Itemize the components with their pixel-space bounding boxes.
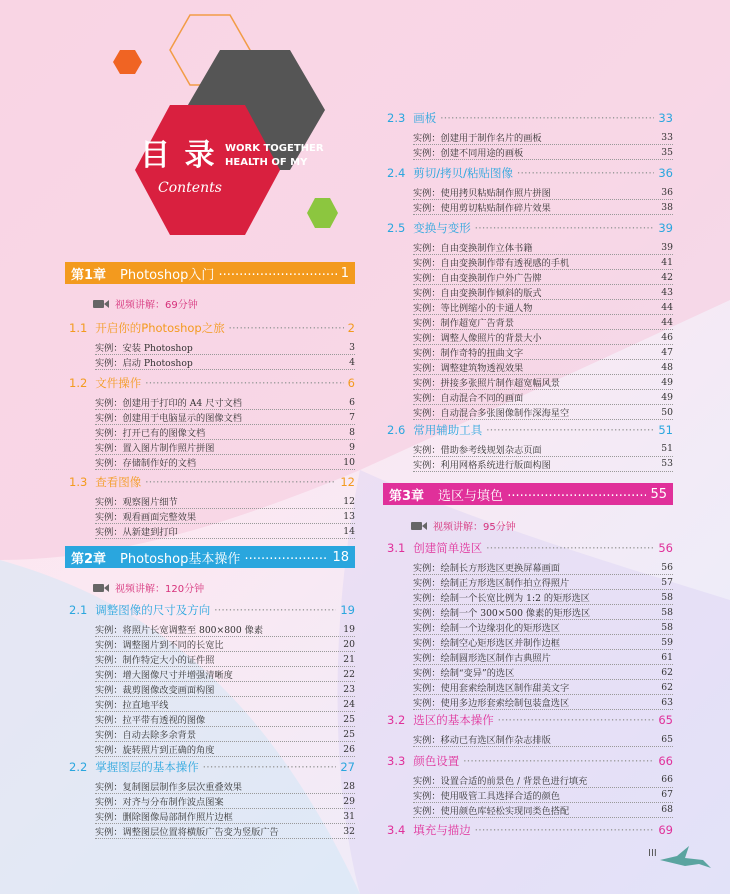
item-page: 14 — [343, 525, 355, 537]
chapter-page: 55 — [650, 486, 667, 502]
list-item[interactable] — [413, 255, 673, 270]
section-title: 颜色设置 ····· — [413, 753, 654, 769]
item-title: 实例：绘制圆形选区制作古典照片 — [413, 653, 551, 664]
item-page: 6 — [349, 396, 355, 408]
item-page: 31 — [343, 810, 355, 822]
item-title: 实例：旋转照片到正确的角度 — [95, 745, 215, 756]
list-item[interactable] — [413, 330, 673, 345]
item-page: 7 — [349, 411, 355, 423]
list-item[interactable] — [413, 390, 673, 405]
section-heading[interactable] — [69, 602, 355, 618]
item-title: 实例：安装 Photoshop — [95, 343, 193, 354]
list-item[interactable] — [413, 590, 673, 605]
item-page: 8 — [349, 426, 355, 438]
section-page: 65 — [658, 713, 673, 727]
item-title: 实例：使用多边形套索绘制包装盒选区 — [413, 698, 570, 709]
item-page: 56 — [661, 561, 673, 573]
video-label: 视频讲解：69分钟 — [115, 300, 198, 311]
orange-hexagon — [113, 50, 142, 74]
section-page: 2 — [347, 321, 355, 335]
item-title: 实例：自动混合不同的画面 — [413, 393, 524, 405]
item-page: 33 — [661, 131, 673, 143]
section-number: 1.3 — [69, 475, 88, 490]
item-page: 44 — [661, 316, 673, 328]
item-page: 25 — [343, 713, 355, 725]
item-title: 实例：从新建到打印 — [95, 527, 178, 539]
section-title: 画板 ····· — [413, 110, 654, 126]
item-page: 3 — [349, 341, 355, 353]
list-item[interactable] — [95, 712, 355, 727]
list-item[interactable] — [95, 410, 355, 425]
item-page: 42 — [661, 271, 673, 283]
section-page: 51 — [658, 422, 673, 437]
item-title: 实例：设置合适的前景色 / 背景色进行填充 — [413, 775, 588, 787]
item-page: 63 — [661, 696, 673, 708]
item-title: 实例：存储制作好的文档 — [95, 458, 197, 470]
photo-caption: WORK TOGETHER HEALTH OF MY — [225, 143, 324, 168]
section-heading[interactable] — [387, 712, 673, 728]
item-page: 67 — [661, 789, 673, 801]
item-page: 66 — [661, 774, 673, 786]
item-title: 实例：使用剪切粘贴制作碎片效果 — [413, 203, 551, 215]
header-hexagons — [80, 10, 370, 265]
section-page: 56 — [658, 541, 673, 555]
list-item[interactable] — [413, 788, 673, 803]
chapter-title: Photoshop基本操作 ····· — [120, 548, 328, 567]
item-title: 实例：创建不同用途的画板 — [413, 148, 524, 159]
section-page: 12 — [340, 475, 355, 490]
item-title: 实例：拉平带有透视的图像 — [95, 715, 206, 726]
item-page: 13 — [343, 510, 355, 522]
item-title: 实例：增大图像尺寸并增强清晰度 — [95, 670, 233, 681]
item-title: 实例：自由变换制作倾斜的版式 — [413, 288, 542, 300]
section-page: 39 — [658, 221, 673, 236]
section-number: 3.4 — [387, 823, 406, 838]
item-page: 36 — [661, 186, 673, 198]
section-heading[interactable] — [387, 165, 673, 181]
section-title: 填充与描边 ····· — [413, 822, 654, 838]
list-item[interactable] — [413, 620, 673, 635]
list-item[interactable] — [95, 395, 355, 410]
section-page: 36 — [658, 166, 673, 181]
item-title: 实例：调整图片到不同的长宽比 — [95, 640, 224, 651]
item-page: 9 — [349, 441, 355, 453]
chapter-heading[interactable] — [65, 262, 355, 284]
item-page: 68 — [661, 804, 673, 816]
section-title: 开启你的Photoshop之旅 ····· — [95, 320, 343, 336]
item-page: 19 — [343, 623, 355, 635]
section-heading[interactable] — [69, 320, 355, 336]
section-number: 2.4 — [387, 166, 406, 181]
list-item[interactable] — [413, 145, 673, 160]
item-page: 10 — [343, 456, 355, 468]
item-page: 62 — [661, 666, 673, 678]
list-item[interactable] — [413, 375, 673, 390]
section-number: 2.1 — [69, 603, 88, 617]
list-item[interactable] — [413, 457, 673, 472]
list-item[interactable] — [95, 355, 355, 370]
item-page: 25 — [343, 728, 355, 740]
list-item[interactable] — [95, 494, 355, 509]
item-title: 实例：自由变换制作带有透视感的手机 — [413, 258, 570, 270]
item-page: 12 — [343, 495, 355, 507]
list-item[interactable] — [413, 315, 673, 330]
item-title: 实例：对齐与分布制作波点图案 — [95, 797, 224, 809]
list-item[interactable] — [413, 732, 673, 747]
item-title: 实例：自动去除多余背景 — [95, 730, 197, 741]
list-item[interactable] — [413, 405, 673, 420]
chapter-page: 18 — [332, 549, 349, 565]
list-item[interactable] — [95, 727, 355, 742]
page-title: 目 录 — [140, 138, 217, 173]
item-page: 26 — [343, 743, 355, 755]
item-page: 47 — [661, 346, 673, 358]
item-page: 58 — [661, 621, 673, 633]
hummingbird-icon — [655, 838, 715, 878]
section-heading[interactable] — [69, 474, 355, 490]
section-title: 调整图像的尺寸及方向 ····· — [95, 602, 336, 618]
item-title: 实例：复制图层制作多层次重叠效果 — [95, 782, 242, 794]
list-item[interactable] — [95, 425, 355, 440]
item-title: 实例：使用吸管工具选择合适的颜色 — [413, 790, 560, 802]
item-page: 46 — [661, 331, 673, 343]
list-item[interactable] — [95, 340, 355, 355]
item-page: 58 — [661, 591, 673, 603]
item-title: 实例：裁剪图像改变画面构图 — [95, 685, 215, 696]
item-page: 43 — [661, 286, 673, 298]
chapter-title: Photoshop入门 ····· — [120, 264, 337, 283]
item-page: 20 — [343, 638, 355, 650]
list-item[interactable] — [413, 605, 673, 620]
section-title: 查看图像 ····· — [95, 474, 336, 490]
item-list — [413, 560, 673, 710]
section-page: 6 — [347, 376, 355, 391]
item-page: 28 — [343, 780, 355, 792]
item-page: 29 — [343, 795, 355, 807]
list-item[interactable] — [413, 345, 673, 360]
list-item[interactable] — [413, 560, 673, 575]
item-page: 24 — [343, 698, 355, 710]
item-title: 实例：观看画面完整效果 — [95, 512, 197, 524]
section-number: 2.2 — [69, 760, 88, 775]
item-title: 实例：自动混合多张图像制作深海星空 — [413, 408, 570, 420]
list-item[interactable] — [413, 240, 673, 255]
section-heading[interactable] — [69, 375, 355, 391]
item-page: 32 — [343, 825, 355, 837]
section-heading[interactable] — [387, 753, 673, 769]
chapter-heading[interactable] — [65, 546, 355, 568]
item-title: 实例：制作特定大小的证件照 — [95, 655, 215, 666]
list-item[interactable] — [413, 803, 673, 818]
chapter-page: 1 — [340, 265, 349, 281]
list-item[interactable] — [413, 680, 673, 695]
item-title: 实例：调整人像照片的背景大小 — [413, 333, 542, 345]
section-heading[interactable] — [387, 540, 673, 556]
chapter-heading[interactable] — [383, 483, 673, 505]
list-item[interactable] — [413, 773, 673, 788]
list-item[interactable] — [413, 200, 673, 215]
chapter-number: 第3章 — [389, 488, 425, 504]
list-item[interactable] — [95, 742, 355, 757]
section-page: 19 — [340, 603, 355, 617]
item-title: 实例：自由变换制作户外广告牌 — [413, 273, 542, 285]
item-title: 实例：删除图像局部制作照片边框 — [95, 812, 233, 824]
item-title: 实例：调整图层位置将横版广告变为竖版广告 — [95, 827, 279, 839]
list-item[interactable] — [95, 509, 355, 524]
item-title: 实例：创建用于制作名片的画板 — [413, 133, 542, 144]
item-list — [413, 773, 673, 818]
section-page: 69 — [658, 823, 673, 838]
list-item[interactable] — [95, 524, 355, 539]
video-duration — [93, 580, 204, 595]
item-title: 实例：使用颜色库轻松实现同类色搭配 — [413, 805, 570, 817]
list-item[interactable] — [95, 637, 355, 652]
item-title: 实例：借助参考线规划杂志页面 — [413, 444, 542, 456]
item-title: 实例：启动 Photoshop — [95, 358, 193, 369]
item-page: 35 — [661, 146, 673, 158]
item-page: 57 — [661, 576, 673, 588]
item-list — [413, 240, 673, 420]
camera-icon — [93, 299, 109, 309]
item-page: 51 — [661, 443, 673, 455]
list-item[interactable] — [413, 695, 673, 710]
item-list — [95, 395, 355, 470]
list-item[interactable] — [95, 697, 355, 712]
item-title: 实例：绘制正方形选区制作拍立得照片 — [413, 578, 570, 589]
list-item[interactable] — [413, 300, 673, 315]
item-title: 实例：将照片长宽调整至 800×800 像素 — [95, 625, 264, 636]
section-number: 3.1 — [387, 541, 406, 555]
item-list — [95, 622, 355, 757]
list-item[interactable] — [95, 455, 355, 470]
item-title: 实例：使用套索绘制选区制作甜美文字 — [413, 683, 570, 694]
item-title: 实例：利用网格系统进行版面构图 — [413, 459, 551, 471]
list-item[interactable] — [95, 824, 355, 839]
item-page: 62 — [661, 681, 673, 693]
item-title: 实例：绘制一个边缘羽化的矩形选区 — [413, 623, 560, 634]
section-page: 27 — [340, 760, 355, 775]
item-list — [413, 130, 673, 160]
section-title: 掌握图层的基本操作 ····· — [95, 759, 336, 775]
item-page: 49 — [661, 376, 673, 388]
section-number: 2.6 — [387, 422, 406, 437]
section-page: 33 — [658, 111, 673, 125]
item-page: 53 — [661, 458, 673, 470]
item-title: 实例：绘制“变异”的选区 — [413, 668, 515, 679]
item-title: 实例：创建用于电脑显示的图像文档 — [95, 413, 242, 425]
green-hexagon — [307, 198, 338, 228]
chapter-title: 选区与填色 ····· — [438, 485, 646, 504]
section-number: 3.3 — [387, 753, 406, 768]
video-label: 视频讲解：120分钟 — [115, 584, 205, 595]
item-list — [95, 340, 355, 370]
item-page: 59 — [661, 636, 673, 648]
list-item[interactable] — [95, 779, 355, 794]
item-list — [95, 494, 355, 539]
section-title: 变换与变形 ····· — [413, 220, 654, 236]
item-list — [413, 442, 673, 472]
item-title: 实例：置入图片制作照片拼图 — [95, 443, 215, 455]
camera-icon — [411, 521, 427, 531]
list-item[interactable] — [413, 360, 673, 375]
section-heading[interactable] — [387, 110, 673, 126]
section-number: 2.3 — [387, 111, 406, 125]
item-page: 61 — [661, 651, 673, 663]
item-title: 实例：拉直地平线 — [95, 700, 169, 711]
list-item[interactable] — [95, 794, 355, 809]
list-item[interactable] — [95, 440, 355, 455]
item-title: 实例：拼接多张照片制作超宽幅风景 — [413, 378, 560, 390]
item-title: 实例：自由变换制作立体书籍 — [413, 243, 533, 255]
item-page: 50 — [661, 406, 673, 418]
item-title: 实例：制作超宽广告背景 — [413, 318, 515, 330]
list-item[interactable] — [413, 442, 673, 457]
item-title: 实例：观察图片细节 — [95, 497, 178, 509]
item-page: 4 — [349, 356, 355, 368]
video-duration — [93, 296, 198, 311]
item-title: 实例：等比例缩小的卡通人物 — [413, 303, 533, 315]
chapter-number: 第1章 — [71, 267, 107, 283]
list-item[interactable] — [413, 270, 673, 285]
section-title: 创建简单选区 ····· — [413, 540, 654, 556]
section-title: 常用辅助工具 ····· — [413, 422, 654, 438]
item-list — [413, 732, 673, 747]
section-heading[interactable] — [69, 759, 355, 775]
item-title: 实例：绘制一个长宽比例为 1:2 的矩形选区 — [413, 593, 590, 604]
item-title: 实例：创建用于打印的 A4 尺寸文档 — [95, 398, 242, 410]
item-title: 实例：绘制一个 300×500 像素的矩形选区 — [413, 608, 591, 619]
list-item[interactable] — [413, 185, 673, 200]
list-item[interactable] — [95, 682, 355, 697]
video-duration — [411, 518, 516, 533]
item-page: 48 — [661, 361, 673, 373]
item-page: 58 — [661, 606, 673, 618]
camera-icon — [93, 583, 109, 593]
section-number: 1.1 — [69, 321, 88, 335]
list-item[interactable] — [413, 285, 673, 300]
section-heading[interactable] — [387, 822, 673, 838]
item-title: 实例：使用拷贝粘贴制作照片拼图 — [413, 188, 551, 200]
item-title: 实例：制作奇特的扭曲文字 — [413, 348, 524, 360]
item-page: 21 — [343, 653, 355, 665]
item-list — [413, 185, 673, 215]
list-item[interactable] — [413, 650, 673, 665]
section-title: 选区的基本操作 ····· — [413, 712, 654, 728]
item-title: 实例：绘制空心矩形选区并制作边框 — [413, 638, 560, 649]
list-item[interactable] — [95, 809, 355, 824]
item-page: 44 — [661, 301, 673, 313]
list-item[interactable] — [413, 130, 673, 145]
list-item[interactable] — [413, 665, 673, 680]
item-page: 23 — [343, 683, 355, 695]
section-number: 1.2 — [69, 376, 88, 391]
section-number: 2.5 — [387, 221, 406, 236]
section-heading[interactable] — [387, 220, 673, 236]
item-title: 实例：调整建筑物透视效果 — [413, 363, 524, 375]
item-page: 38 — [661, 201, 673, 213]
item-title: 实例：打开已有的图像文档 — [95, 428, 206, 440]
item-page: 49 — [661, 391, 673, 403]
list-item[interactable] — [95, 622, 355, 637]
item-title: 实例：绘制长方形选区更换屏幕画面 — [413, 563, 560, 574]
page-subtitle: Contents — [158, 180, 222, 196]
item-page: 41 — [661, 256, 673, 268]
section-page: 66 — [658, 753, 673, 768]
section-title: 剪切/拷贝/粘贴图像 ····· — [413, 165, 654, 181]
page-number: III — [648, 848, 657, 859]
section-number: 3.2 — [387, 713, 406, 727]
list-item[interactable] — [413, 575, 673, 590]
item-title: 实例：移动已有选区制作杂志排版 — [413, 735, 551, 746]
list-item[interactable] — [95, 652, 355, 667]
section-heading[interactable] — [387, 422, 673, 438]
list-item[interactable] — [413, 635, 673, 650]
video-label: 视频讲解：95分钟 — [433, 522, 516, 533]
item-list — [95, 779, 355, 839]
chapter-number: 第2章 — [71, 551, 107, 567]
item-page: 22 — [343, 668, 355, 680]
section-title: 文件操作 ····· — [95, 375, 343, 391]
list-item[interactable] — [95, 667, 355, 682]
item-page: 39 — [661, 241, 673, 253]
item-page: 65 — [661, 733, 673, 745]
